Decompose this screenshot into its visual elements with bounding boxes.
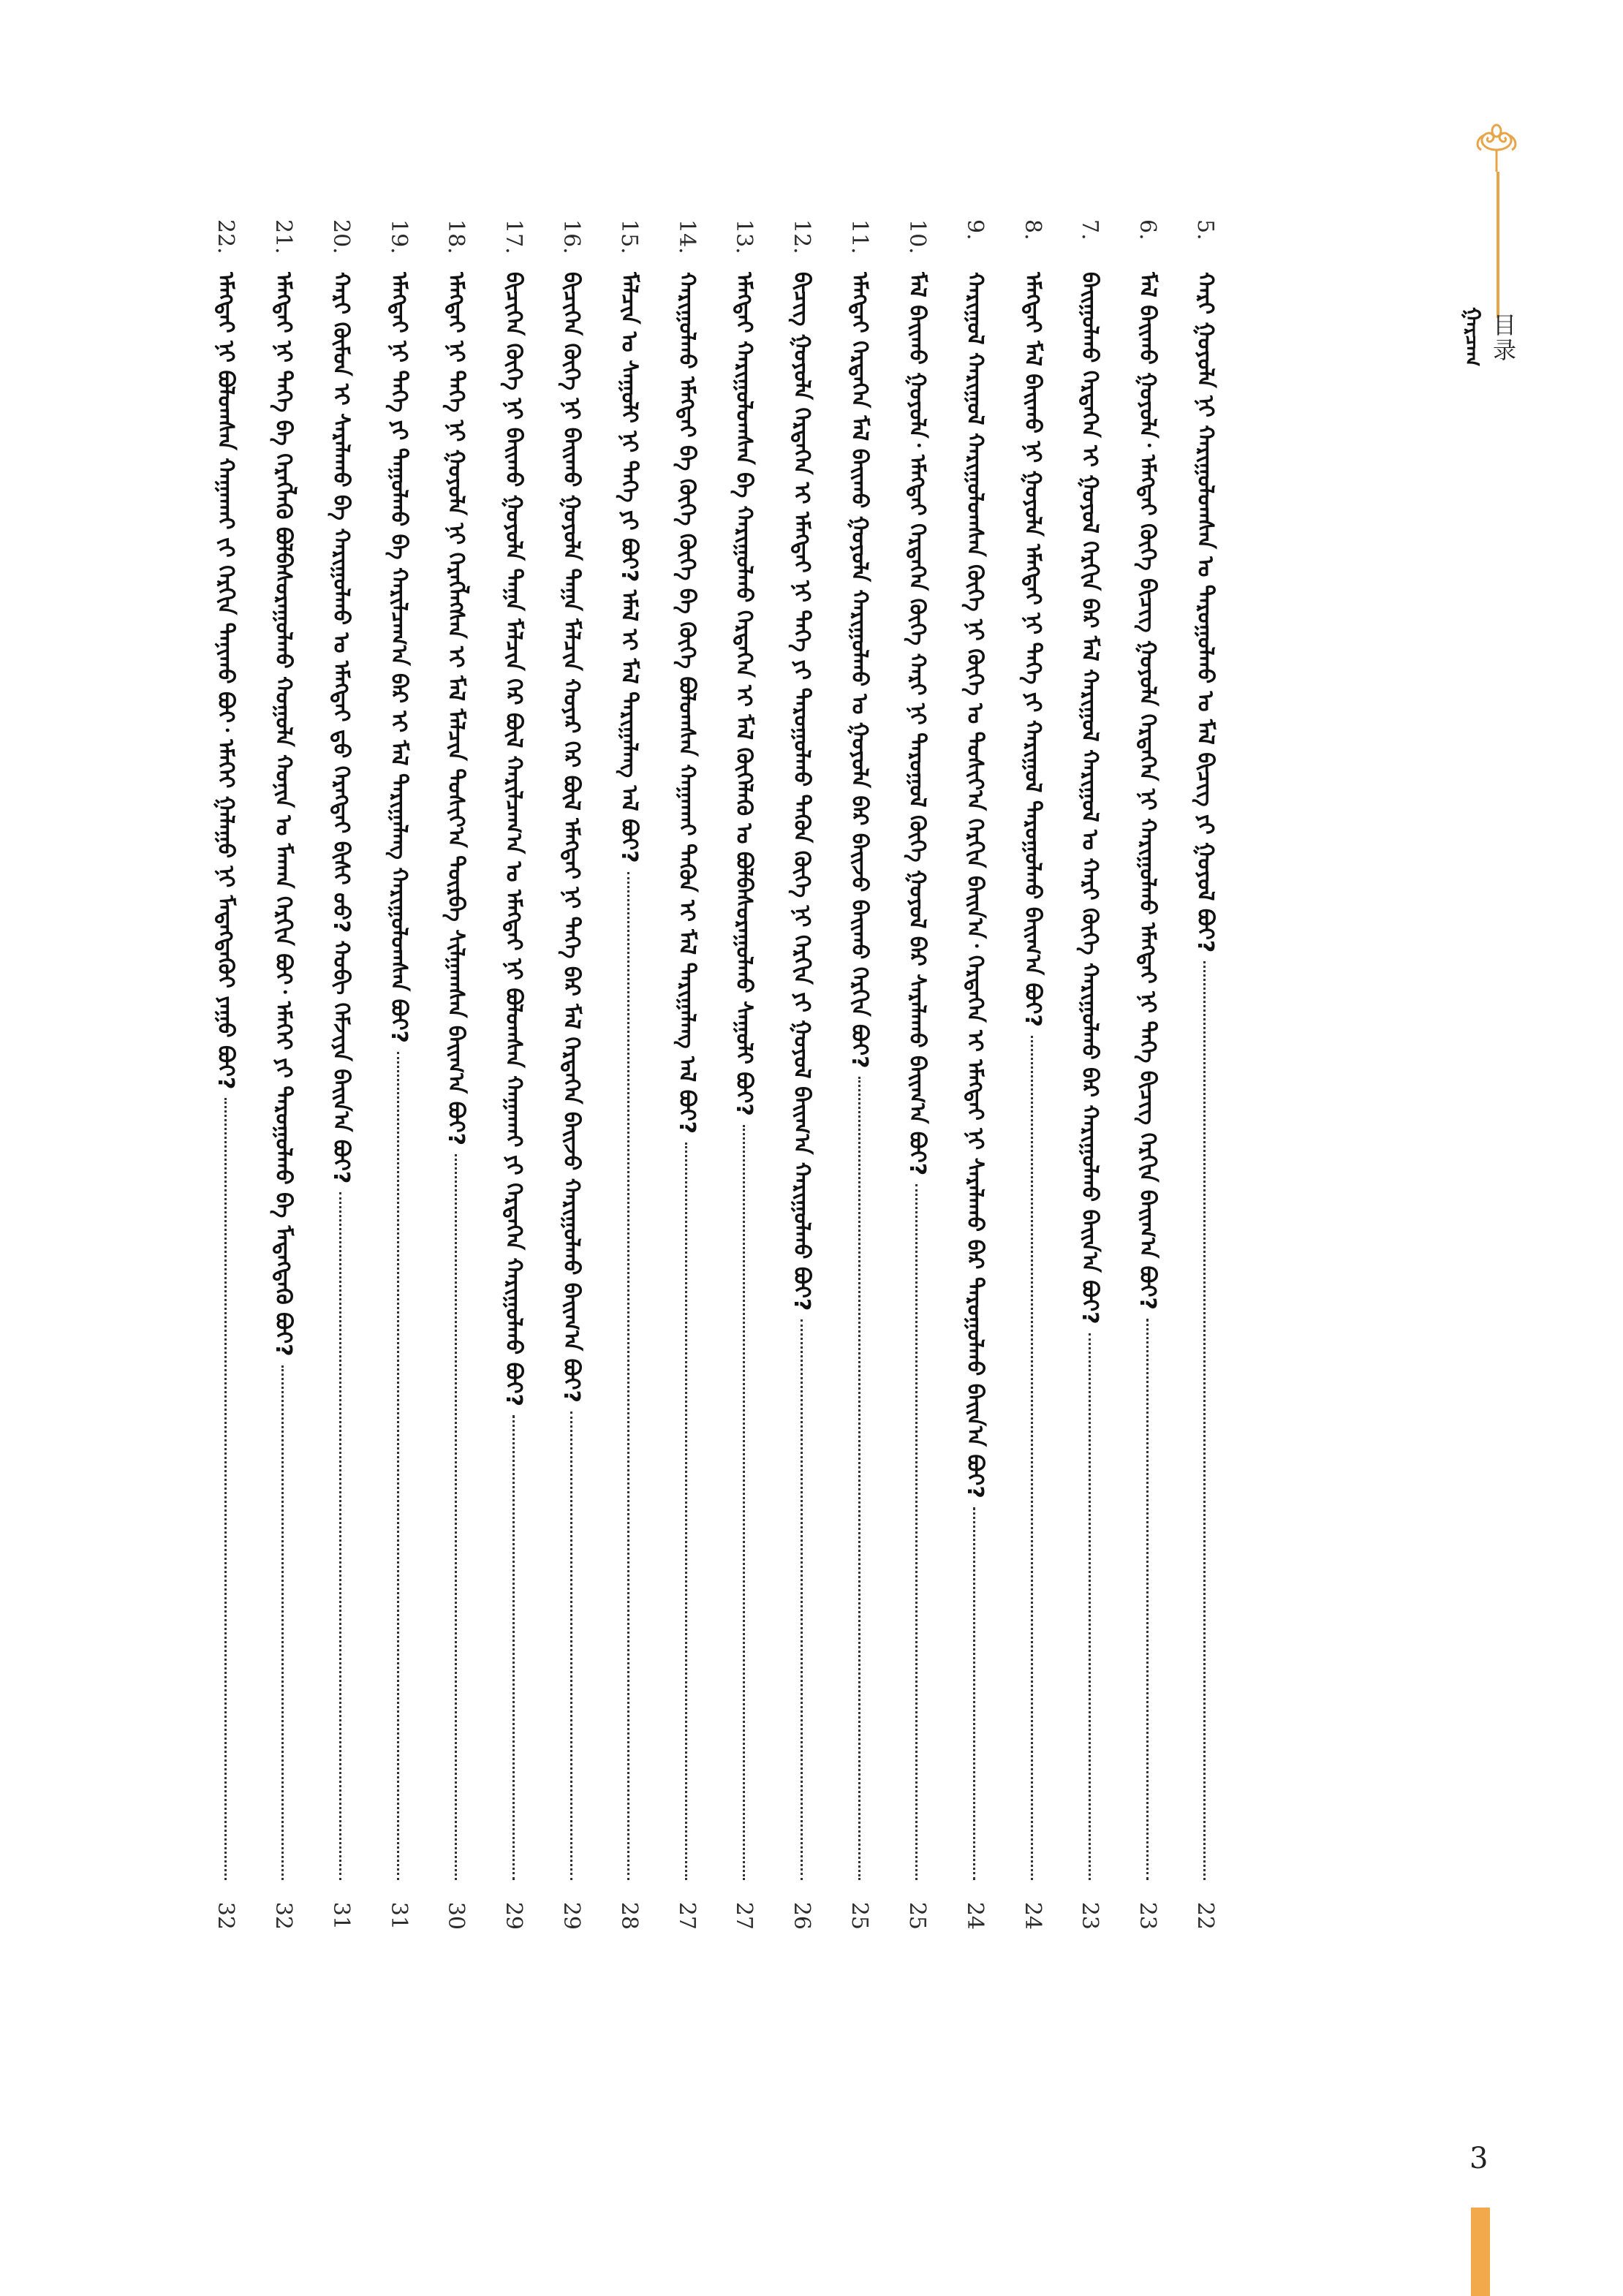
toc-leader-dots: [915, 1184, 918, 1880]
toc-entry-number: 14.: [673, 219, 700, 254]
page-edge-tab: [1471, 2208, 1490, 2296]
toc-entry-page: 27: [673, 1901, 700, 1930]
toc-leader-dots: [1089, 1333, 1091, 1880]
toc-entry-page: 25: [904, 1901, 930, 1930]
toc-entry-title: ᠡᠮᠡᠭᠲᠡᠢ ᠨᠢ ᠳᠡᠭᠡ ᠶᠢ ᠲᠠᠭᠤᠯᠬᠤ ᠪᠡ ᠬᠠᠷᠢᠯᠴᠠᠭ᠎ᠠ ᠪᠠᠷ ᠢ ᠮᠠᠯ ᠲᠠᠷᠢᠭᠠᠯᠠᠩ ᠬᠠᠷᠢᠭᠤᠯᠤᠭᠰᠠᠨ ᠪᠤᠢ?: [385, 272, 412, 1043]
toc-list: [196, 219, 1234, 1930]
toc-entry[interactable]: [665, 219, 708, 1930]
toc-leader-dots: [685, 1143, 687, 1880]
toc-entry[interactable]: [1010, 219, 1054, 1930]
toc-entry-title: ᠡᠮᠡᠭᠲᠡᠢ ᠭᠡᠷᠲᠡᠭᠡᠨ ᠮᠠᠯ ᠪᠠᠢᠬᠤ ᠭᠤᠶᠤᠯᠠ ᠬᠠᠷᠢᠭᠤᠯᠬᠤ ᠤ ᠭᠤᠶᠤᠯᠠ ᠪᠡᠷ ᠪᠠᠢᠵᠤ ᠪᠠᠢᠬᠤ ᠬᠡᠷᠬᠢᠨ ᠪᠤᠢ?: [847, 272, 873, 1069]
toc-entry-page: 22: [1192, 1901, 1218, 1930]
toc-entry-title: ᠡᠮᠡᠭᠲᠡᠢ ᠬᠠᠷᠢᠭᠤᠯᠤᠭᠰᠠᠨ ᠪᠡ ᠬᠠᠷᠢᠭᠤᠯᠬᠤ ᠭᠡᠷᠲᠡᠭᠡᠨ ᠢ ᠮᠠᠯ ᠬᠦᠭᠡᠯᠡᠬᠦ ᠤ ᠪᠣᠯᠪᠠᠰᠤᠷᠠᠭᠤᠯᠬᠤ ᠰᠠᠭᠤᠯᠢ ᠪᠤᠢ?: [731, 272, 757, 1116]
header-rule: [1497, 172, 1499, 318]
toc-entry[interactable]: [203, 219, 247, 1930]
toc-entry[interactable]: [953, 219, 996, 1930]
toc-entry-title: ᠪᠠᠢᠭᠤᠯᠬᠤ ᠭᠡᠷᠲᠡᠭᠡᠨ ᠢ ᠭᠤᠶᠤᠯ ᠬᠡᠷᠬᠢᠨ ᠪᠡᠷ ᠮᠠᠯ ᠬᠠᠷᠢᠭᠤᠯ ᠬᠠᠷᠢᠭᠤᠯ ᠤ ᠬᠠᠷᠢ ᠬᠦᠭᠡ ᠬᠠᠷᠢᠭᠤᠯᠬᠤ ᠪᠡᠷ ᠬᠠᠷᠢᠭᠤᠯᠬᠤ ᠪᠠᠢᠨ᠎ᠠ ᠪᠤᠢ?: [1077, 272, 1103, 1325]
toc-leader-dots: [973, 1507, 975, 1880]
toc-leader-dots: [570, 1412, 572, 1880]
toc-entry-title: ᠪᠢᠴᠢᠭ ᠭᠤᠶᠤᠯᠠ ᠭᠡᠷᠲᠡᠭᠡᠨ ᠢ ᠡᠮᠡᠭᠲᠡᠢ ᠨᠢ ᠳᠡᠭᠡ ᠶᠢ ᠲᠠᠷᠤᠭᠤᠯᠬᠤ ᠲᠡᠭᠦᠨ ᠬᠦᠭᠡ ᠨᠢ ᠬᠡᠷᠬᠢᠨ ᠶᠢ ᠭᠤᠶᠤᠯ ᠪᠠᠢᠭ᠎ᠠ ᠬᠠᠷᠢᠭᠤᠯᠬᠤ ᠪᠤᠢ?: [789, 272, 815, 1311]
toc-entry-number: 19.: [385, 219, 412, 254]
toc-entry[interactable]: [491, 219, 535, 1930]
toc-entry-title: ᠮᠠᠯ ᠪᠠᠢᠬᠤ ᠭᠤᠶᠤᠯᠠ᠂ ᠡᠮᠡᠭᠲᠡᠢ ᠬᠦᠭᠡ ᠪᠢᠴᠢᠭ ᠭᠤᠶᠤᠯᠠ ᠭᠡᠷᠲᠡᠭᠡᠨ ᠨᠢ ᠬᠠᠷᠢᠭᠤᠯᠬᠤ ᠡᠮᠡᠭᠲᠡᠢ ᠨᠢ ᠳᠡᠭᠡ ᠪᠢᠴᠢᠭ ᠬᠡᠷᠬᠢᠨ ᠪᠠᠢᠭ᠎ᠠ ᠪᠤᠢ?: [1135, 272, 1161, 1310]
toc-entry-title: ᠡᠮᠡᠭᠲᠡᠢ ᠮᠠᠯ ᠪᠠᠢᠬᠤ ᠨᠢ ᠭᠤᠶᠤᠯᠠ ᠡᠮᠡᠭᠲᠡᠢ ᠨᠢ ᠳᠡᠭᠡ ᠶᠢ ᠬᠠᠷᠢᠭᠤᠯ ᠲᠠᠷᠤᠭᠤᠯᠬᠤ ᠪᠠᠢᠭ᠎ᠠ ᠪᠤᠢ?: [1019, 272, 1045, 1027]
toc-entry-number: 17.: [501, 219, 527, 254]
toc-leader-dots: [339, 1192, 341, 1880]
toc-entry-page: 28: [616, 1901, 642, 1930]
toc-leader-dots: [512, 1415, 515, 1880]
toc-leader-dots: [627, 872, 629, 1880]
toc-entry-title: ᠮᠠᠯ ᠪᠠᠢᠬᠤ ᠭᠤᠶᠤᠯᠠ᠂ ᠡᠮᠡᠭᠲᠡᠢ ᠭᠡᠷᠲᠡᠭᠡᠨ ᠬᠦᠭᠡ ᠬᠠᠷᠢ ᠨᠢ ᠲᠠᠷᠤᠭᠤᠯ ᠬᠦᠭᠡ ᠭᠤᠶᠤᠯ ᠪᠡᠷ ᠰᠠᠷᠠᠯᠠᠬᠤ ᠪᠠᠢᠭ᠎ᠠ ᠪᠤᠢ?: [904, 272, 930, 1176]
toc-entry-number: 12.: [789, 219, 815, 254]
toc-leader-dots: [743, 1125, 745, 1880]
toc-leader-dots: [397, 1052, 399, 1880]
toc-entry-page: 23: [1077, 1901, 1103, 1930]
toc-entry-page: 24: [1019, 1901, 1045, 1930]
ornament-icon: [1469, 121, 1535, 179]
toc-entry-number: 20.: [328, 219, 354, 254]
toc-entry-title: ᠡᠮᠡᠭᠲᠡᠢ ᠨᠢ ᠳᠡᠭᠡ ᠨᠢ ᠭᠤᠶᠤᠯᠠ ᠨᠢ ᠬᠡᠷᠡᠭᠯᠡᠭᠰᠡᠨ ᠢ ᠮᠠᠯ ᠮᠠᠯᠴᠢᠨ ᠲᠤᠰᠢᠶ᠎ᠠ ᠳᠦᠷᠪᠡ ᠰᠢᠯᠭᠠᠭᠰᠠᠨ ᠪᠠᠢᠭ᠎ᠠ ᠪᠤᠢ?: [443, 272, 469, 1146]
toc-entry-page: 24: [961, 1901, 988, 1930]
toc-entry[interactable]: [261, 219, 305, 1930]
toc-entry-title: ᠮᠠᠯᠴᠢᠨ ᠤ ᠰᠠᠭᠤᠯᠢ ᠨᠢ ᠳᠡᠭᠡ ᠶᠢ ᠪᠤᠢ? ᠡᠮᠡᠯ ᠢ ᠮᠠᠯ ᠲᠠᠷᠢᠭᠠᠯᠠᠩ ᠠᠯ ᠪᠤᠢ?: [616, 272, 642, 863]
toc-entry-page: 32: [213, 1901, 239, 1930]
toc-entry-number: 15.: [616, 219, 642, 254]
header-mongolian-label: ᠭᠠᠷᠴᠠᠭ: [1461, 307, 1485, 367]
toc-leader-dots: [282, 1365, 284, 1880]
toc-leader-dots: [1146, 1319, 1149, 1880]
toc-entry-title: ᠡᠮᠡᠭᠲᠡᠢ ᠨᠢ ᠳᠡᠭᠡ ᠪᠡ ᠬᠡᠷᠡᠭᠯᠡᠬᠦ ᠪᠣᠯᠪᠠᠰᠤᠷᠠᠭᠤᠯᠬᠤ ᠬᠣᠭᠤᠯᠠ ᠬᠣᠨᠢᠨ ᠤ ᠮᠠᠬᠠᠨ ᠬᠡᠷᠬᠢᠨ ᠪᠤᠢ᠂ ᠡᠮᠡᠬᠡᠢ ᠶᠢ ᠲᠠᠷᠤᠭᠤᠯᠬᠤ ᠪᠡ ᠮᠡᠳᠡᠭᠳᠡᠬᠦ ᠪᠤᠢ?: [270, 272, 296, 1357]
toc-entry[interactable]: [607, 219, 651, 1930]
toc-entry[interactable]: [722, 219, 766, 1930]
toc-leader-dots: [801, 1319, 803, 1880]
toc-entry-number: 16.: [559, 219, 585, 254]
toc-entry[interactable]: [1183, 219, 1227, 1930]
toc-entry-page: 25: [847, 1901, 873, 1930]
toc-entry-title: ᠪᠢᠴᠢᠬᠡᠨ ᠬᠦᠭᠡ ᠨᠢ ᠪᠠᠢᠬᠤ ᠭᠤᠶᠤᠯᠠ ᠳᠠᠭᠠ ᠮᠠᠯᠴᠢᠨ ᠭᠡᠷ ᠪᠦᠯ ᠬᠠᠷᠢᠯᠴᠠᠭ᠎ᠠ ᠤ ᠡᠮᠡᠭᠲᠡᠢ ᠨᠢ ᠪᠣᠯᠤᠭᠰᠠᠨ ᠬᠠᠭᠠᠬᠠᠢ ᠶᠢ ᠭᠡᠷᠲᠡᠭᠡᠨ ᠬᠠᠷᠢᠭᠤᠯᠬᠤ ᠪᠤᠢ?: [501, 272, 527, 1407]
toc-entry-page: 32: [270, 1901, 296, 1930]
toc-entry-number: 11.: [847, 219, 873, 254]
toc-entry-page: 31: [385, 1901, 412, 1930]
toc-entry-number: 8.: [1019, 219, 1045, 240]
toc-entry[interactable]: [549, 219, 593, 1930]
toc-entry[interactable]: [319, 219, 363, 1930]
toc-entry-number: 7.: [1077, 219, 1103, 240]
toc-entry[interactable]: [434, 219, 477, 1930]
toc-entry-number: 6.: [1135, 219, 1161, 240]
toc-entry-page: 23: [1135, 1901, 1161, 1930]
toc-entry-number: 5.: [1192, 219, 1218, 240]
toc-entry[interactable]: [377, 219, 420, 1930]
table-of-contents: [196, 219, 1234, 1930]
toc-entry[interactable]: [837, 219, 881, 1930]
toc-leader-dots: [1031, 1036, 1033, 1880]
toc-entry-title: ᠡᠮᠡᠭᠲᠡᠢ ᠨᠢ ᠪᠣᠯᠤᠭᠰᠠᠨ ᠬᠠᠭᠠᠬᠠᠢ ᠵᠢ ᠬᠡᠷᠬᠢᠨ ᠲᠠᠨᠢᠬᠤ ᠪᠤᠢ᠂ ᠡᠮᠡᠬᠡᠢ ᠭᠠᠯᠠᠭᠤ ᠨᠢ ᠮᠡᠳᠡᠭᠳᠡᠬᠦᠢ ᠶᠠᠭᠤ ᠪᠤᠢ?: [213, 272, 239, 1090]
toc-entry[interactable]: [779, 219, 823, 1930]
toc-entry-title: ᠬᠠᠷᠢ ᠭᠤᠶᠤᠯᠠ ᠨᠢ ᠬᠠᠷᠢᠭᠤᠯᠤᠭᠰᠠᠨ ᠤ ᠲᠠᠷᠤᠭᠤᠯᠬᠤ ᠤ ᠮᠠᠯ ᠪᠢᠴᠢᠭ ᠶᠢ ᠭᠤᠶᠤᠯ ᠪᠤᠢ?: [1192, 272, 1218, 953]
toc-entry-title: ᠬᠠᠷᠢᠭᠤᠯ ᠬᠠᠷᠢᠭᠤᠯ ᠬᠠᠷᠢᠭᠤᠯᠤᠭᠰᠠᠨ ᠬᠦᠭᠡ ᠨᠢ ᠬᠦᠭᠡ ᠤ ᠲᠤᠰᠢᠶ᠎ᠠ ᠬᠡᠷᠬᠢᠨ ᠪᠠᠢᠨ᠎ᠠ᠂ ᠭᠡᠷᠲᠡᠭᠡᠨ ᠢ ᠡᠮᠡᠭᠲᠡᠢ ᠨᠢ ᠰᠠᠷᠠᠯᠠᠬᠤ ᠪᠡᠷ ᠲᠠᠷᠤᠭᠤᠯᠬᠤ ᠪᠠᠢᠨ᠎ᠠ ᠪᠤᠢ?: [961, 272, 988, 1499]
toc-leader-dots: [455, 1154, 457, 1880]
toc-entry[interactable]: [895, 219, 939, 1930]
toc-leader-dots: [224, 1098, 227, 1880]
page-number: 3: [1469, 2142, 1488, 2175]
toc-leader-dots: [858, 1077, 860, 1880]
toc-entry-page: 29: [501, 1901, 527, 1930]
toc-entry-page: 30: [443, 1901, 469, 1930]
toc-entry[interactable]: [1067, 219, 1111, 1930]
toc-entry-page: 27: [731, 1901, 757, 1930]
toc-entry-page: 26: [789, 1901, 815, 1930]
toc-entry-number: 9.: [961, 219, 988, 240]
toc-entry-page: 31: [328, 1901, 354, 1930]
toc-entry-page: 29: [559, 1901, 585, 1930]
toc-entry-title: ᠬᠠᠷᠢ ᠬᠦᠮᠦᠨ ᠢ ᠰᠠᠷᠠᠯᠠᠬᠤ ᠪᠡ ᠬᠠᠷᠢᠭᠤᠯᠬᠤ ᠤ ᠡᠮᠡᠭᠲᠡᠢ ᠳ᠋ᠤ ᠬᠡᠷᠡᠭᠲᠡᠢ ᠪᠢᠰᠢ ᠤᠤ? ᠬᠤᠪᠢ ᠬᠡᠮᠵᠢᠶᠡ ᠪᠠᠢᠨ᠎ᠠ ᠪᠤᠢ?: [328, 272, 354, 1184]
toc-entry-title: ᠬᠠᠷᠢᠭᠤᠯᠬᠤ ᠡᠮᠡᠭᠲᠡᠢ ᠪᠡ ᠬᠦᠭᠡ ᠬᠦᠭᠡ ᠪᠡ ᠬᠦᠭᠡ ᠪᠣᠯᠤᠭᠰᠠᠨ ᠬᠠᠭᠠᠬᠠᠢ ᠲᠡᠭᠦᠨ ᠢ ᠮᠠᠯ ᠲᠠᠷᠢᠭᠠᠯᠠᠩ ᠠᠯ ᠪᠤᠢ?: [673, 272, 700, 1134]
header-chinese-label: 目录: [1492, 311, 1516, 364]
toc-entry-number: 18.: [443, 219, 469, 254]
toc-leader-dots: [1204, 961, 1206, 1880]
toc-entry-number: 10.: [904, 219, 930, 254]
toc-entry-number: 21.: [270, 219, 296, 254]
toc-entry-number: 22.: [213, 219, 239, 254]
toc-entry-number: 13.: [731, 219, 757, 254]
toc-entry[interactable]: [1125, 219, 1169, 1930]
toc-entry-title: ᠪᠢᠴᠢᠬᠡᠨ ᠬᠦᠭᠡ ᠨᠢ ᠪᠠᠢᠬᠤ ᠭᠤᠶᠤᠯᠠ ᠳᠠᠭᠠ ᠮᠠᠯᠴᠢᠨ ᠬᠣᠶᠠᠷ ᠭᠡᠷ ᠪᠦᠯ ᠡᠮᠡᠭᠲᠡᠢ ᠨᠢ ᠳᠡᠭᠡ ᠪᠡᠷ ᠮᠠᠯ ᠭᠡᠷᠲᠡᠭᠡᠨ ᠪᠠᠢᠵᠤ ᠬᠠᠷᠢᠭᠤᠯᠬᠤ ᠪᠠᠢᠭ᠎ᠠ ᠪᠤᠢ?: [559, 272, 585, 1403]
